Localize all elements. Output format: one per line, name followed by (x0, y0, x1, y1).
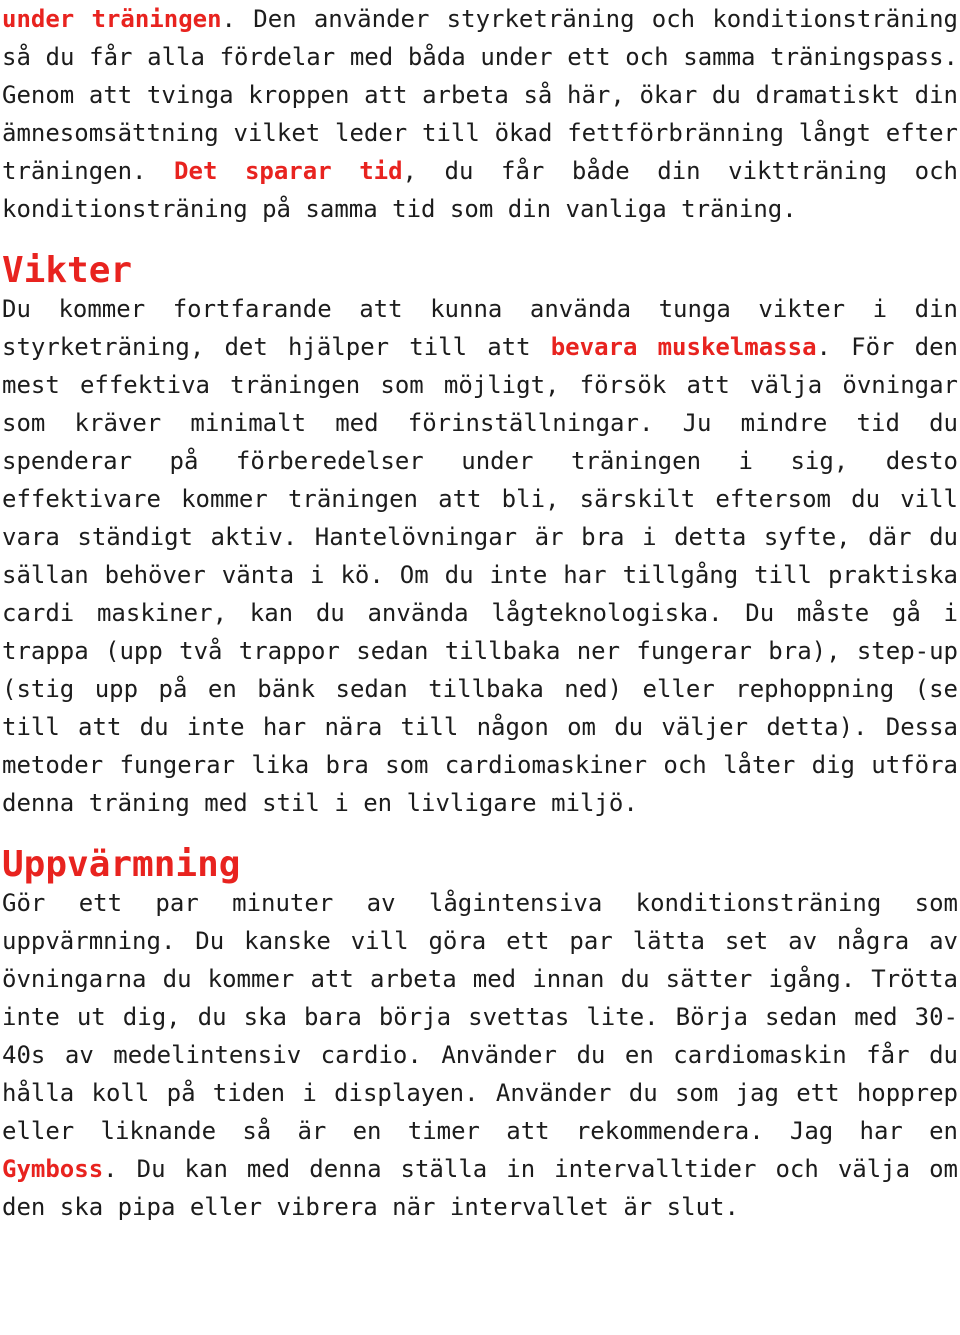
vikter-text-1: Du kommer fortfarande att kunna använda tunga vikter i din styrketräning, det hjälper till att (2, 295, 958, 361)
intro-paragraph (2, 0, 958, 228)
intro-text-2: , du får både din viktträning och konditionsträning på samma tid som din vanliga träning. (2, 157, 958, 223)
section-heading-uppvarmning: Uppvärmning (2, 844, 241, 885)
uppvarmning-highlight-gymboss: Gymboss (2, 1155, 104, 1183)
section-uppvarmning (2, 846, 958, 1226)
uppvarmning-text-1: Gör ett par minuter av lågintensiva konditionsträning som uppvärmning. Du kanske vill göra ett par lätta set av några av övningarna du kommer att arbeta med innan du sätter igång. Trötta inte ut dig, du ska bara börja svettas lite. Börja sedan med 30-40s av medelintensiv cardio. Använder du en cardiomaskin får du hålla koll på tiden i displayen. Använder du som jag ett hopprep eller liknande så är en timer att rekommendera. Jag har en (2, 889, 958, 1145)
vikter-highlight-bevara-muskelmassa: bevara muskelmassa (550, 333, 817, 361)
article-page (2, 0, 958, 1226)
intro-highlight-under-traningen: under träningen (2, 5, 222, 33)
uppvarmning-text-2: . Du kan med denna ställa in intervalltider och välja om den ska pipa eller vibrera när intervallet är slut. (2, 1155, 958, 1221)
section-vikter (2, 252, 958, 822)
vikter-paragraph (2, 290, 958, 822)
intro-highlight-sparar-tid: Det sparar tid (174, 157, 403, 185)
vikter-text-2: . För den mest effektiva träningen som möjligt, försök att välja övningar som kräver minimalt med förinställningar. Ju mindre tid du spenderar på förberedelser under träningen i sig, desto effektivare kommer träningen att bli, särskilt eftersom du vill vara ständigt aktiv. Hantelövningar är bra i detta syfte, där du sällan behöver vänta i kö. Om du inte har tillgång till praktiska cardi maskiner, kan du använda lågteknologiska. Du måste gå i trappa (upp två trappor sedan tillbaka ner fungerar bra), step-up (stig upp på en bänk sedan tillbaka ned) eller rephoppning (se till att du inte har nära till någon om du väljer detta). Dessa metoder fungerar lika bra som cardiomaskiner och låter dig utföra denna träning med stil i en livligare miljö. (2, 333, 958, 817)
uppvarmning-paragraph (2, 884, 958, 1226)
section-heading-vikter: Vikter (2, 250, 133, 291)
intro-text-1: . Den använder styrketräning och konditionsträning så du får alla fördelar med båda under ett och samma träningspass. Genom att tvinga kroppen att arbeta så här, ökar du dramatiskt din ämnesomsättning vilket leder till ökad fettförbränning långt efter träningen. (2, 5, 958, 185)
